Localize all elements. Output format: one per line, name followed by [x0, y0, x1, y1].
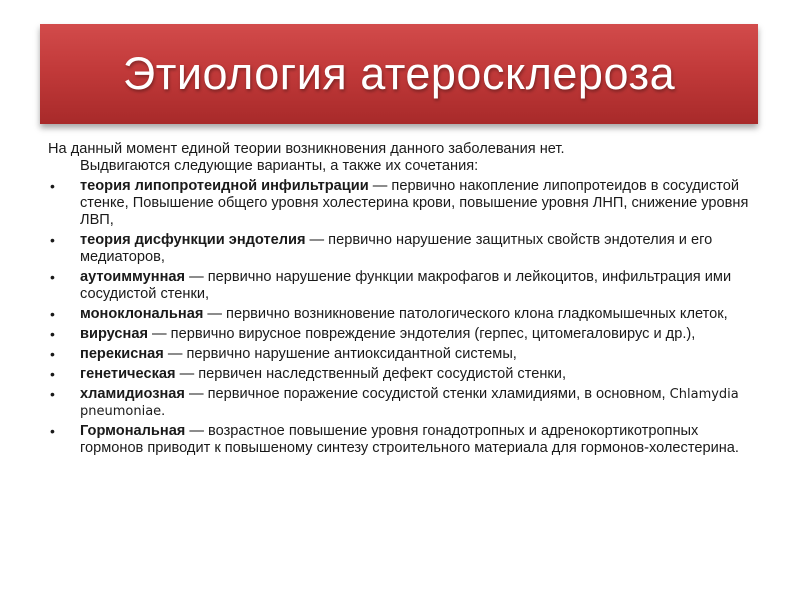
bullet-icon: •	[50, 306, 55, 322]
item-term: перекисная	[80, 346, 164, 362]
bullet-icon: •	[50, 366, 55, 382]
item-tail: .	[161, 403, 166, 419]
list-item	[48, 366, 764, 383]
item-text: — первично нарушение защитных свойств эндотелия и его медиаторов,	[80, 232, 713, 265]
item-text: — первично нарушение функции макрофагов и лейкоцитов, инфильтрация ими сосудистой стенки,	[80, 269, 732, 302]
item-term: генетическая	[80, 366, 176, 382]
list-item	[48, 346, 764, 363]
item-latin-name: Chlamydia pneumoniae	[80, 387, 739, 419]
bullet-icon: •	[50, 269, 55, 285]
item-text: — первично вирусное повреждение эндотелия (герпес, цитомегаловирус и др.),	[147, 326, 696, 342]
item-text: — возрастное повышение уровня гонадотропных и адренокортикотропных гормонов приводит к повышеному синтезу строительного материала для гормонов-холестерина.	[80, 423, 739, 456]
item-term: хламидиозная	[80, 386, 185, 402]
bullet-icon: •	[50, 423, 55, 439]
list-item	[48, 306, 764, 323]
list-item	[48, 386, 764, 420]
item-text: — первично нарушение антиоксидантной системы,	[163, 346, 517, 362]
list-item	[48, 423, 764, 457]
bullet-icon: •	[50, 232, 55, 248]
title-banner	[40, 24, 758, 124]
slide-content	[48, 141, 764, 457]
item-text: — первичное поражение сосудистой стенки хламидиями, в основном,	[184, 386, 670, 402]
item-term: Гормональная	[80, 423, 186, 439]
bullet-icon: •	[50, 326, 55, 342]
item-term: теория липопротеидной инфильтрации	[80, 178, 369, 194]
item-term: теория дисфункции эндотелия	[80, 232, 306, 248]
item-term: вирусная	[80, 326, 148, 342]
slide-title: Этиология атеросклероза	[122, 48, 676, 99]
bullet-icon: •	[50, 178, 55, 194]
list-item	[48, 178, 764, 229]
intro-paragraph	[48, 141, 764, 175]
bullet-icon: •	[50, 386, 55, 402]
bullet-icon: •	[50, 346, 55, 362]
list-item	[48, 269, 764, 303]
intro-line-2: Выдвигаются следующие варианты, а также их сочетания:	[80, 158, 479, 174]
intro-line-1: На данный момент единой теории возникновения данного заболевания нет.	[48, 141, 565, 157]
list-item	[48, 232, 764, 266]
list-item	[48, 326, 764, 343]
item-text: — первичен наследственный дефект сосудистой стенки,	[175, 366, 567, 382]
item-text: — первично возникновение патологического клона гладкомышечных клеток,	[203, 306, 728, 322]
item-text: — первично накопление липопротеидов в сосудистой стенке, Повышение общего уровня холестерина крови, повышение уровня ЛНП, снижение уровня ЛВП,	[80, 178, 749, 228]
variants-list	[48, 178, 764, 457]
item-term: аутоиммунная	[80, 269, 186, 285]
item-term: моноклональная	[80, 306, 204, 322]
